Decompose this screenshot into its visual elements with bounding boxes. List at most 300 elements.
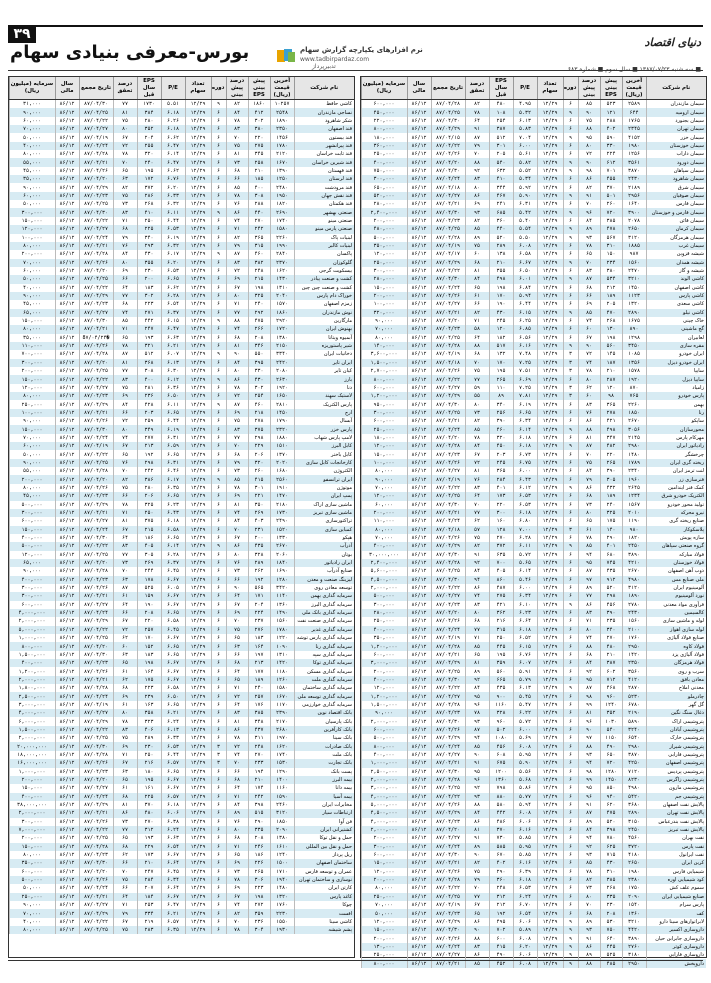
- table-cell: ۸۲۳۰: [622, 776, 646, 784]
- table-cell: ۱۷۶۰: [270, 901, 294, 909]
- table-cell: ۱۰۰,۰۰۰: [361, 459, 407, 467]
- table-cell: ۸۶/۱۲: [407, 242, 431, 250]
- table-cell: ۸۶/۱۲: [407, 609, 431, 617]
- table-cell: ۸۳: [113, 208, 137, 216]
- table-cell: ۹۰,۰۰۰: [361, 709, 407, 717]
- table-cell: ۱۲/۲۹: [185, 434, 211, 442]
- table-cell: ۱۲/۲۹: [537, 768, 563, 776]
- table-row: [361, 809, 706, 817]
- table-cell: ۱۹۴۰: [270, 876, 294, 884]
- company-name-cell: شکر شاهرود: [294, 117, 354, 125]
- table-cell: ۲۲۳: [137, 300, 161, 308]
- table-cell: ۸۶/۱۲: [55, 659, 79, 667]
- table-cell: ۶۰۰,۰۰۰: [361, 726, 407, 734]
- table-cell: ۱۲/۲۹: [185, 317, 211, 325]
- table-cell: ۲۶۴۵: [622, 484, 646, 492]
- table-cell: ۶.۴۳: [513, 475, 537, 483]
- table-cell: ۶: [211, 567, 226, 575]
- table-cell: ۸۹: [226, 809, 248, 817]
- table-cell: ۱۲/۲۹: [185, 183, 211, 191]
- table-cell: ۸۷/۰۴/۲۱: [79, 893, 113, 901]
- table-cell: ۶۰,۰۰۰: [361, 501, 407, 509]
- table-cell: ۵۰,۰۰۰: [9, 450, 55, 458]
- table-cell: ۶۷۵: [489, 759, 513, 767]
- table-cell: ۲۶۸۰: [270, 726, 294, 734]
- table-cell: ۸۷/۰۴/۲۲: [79, 117, 113, 125]
- table-cell: ۶: [563, 901, 578, 909]
- table-cell: ۵۵۰: [248, 350, 270, 358]
- table-cell: ۲۰۰,۰۰۰: [361, 509, 407, 517]
- table-cell: ۱۸۹: [248, 676, 270, 684]
- table-cell: ۶۶: [226, 576, 248, 584]
- table-cell: ۶: [211, 818, 226, 826]
- company-name-cell: پارس الکتریک: [294, 400, 354, 408]
- table-cell: ۸۶/۱۲: [407, 342, 431, 350]
- table-row: [9, 634, 354, 642]
- table-cell: ۸۷/۰۴/۲۸: [79, 467, 113, 475]
- table-cell: ۸۰: [226, 292, 248, 300]
- table-cell: ۸۷/۰۴/۲۷: [431, 951, 465, 959]
- table-cell: ۱۰۰,۰۰۰: [9, 234, 55, 242]
- table-cell: ۶.۶۷: [513, 259, 537, 267]
- table-cell: ۶: [211, 651, 226, 659]
- company-name-cell: لابراتوارهای سینا دارو: [646, 918, 706, 926]
- table-cell: ۶.۳۵: [161, 926, 185, 934]
- company-name-cell: فولاد کاوه: [646, 642, 706, 650]
- table-cell: ۴۰۰,۰۰۰: [361, 626, 407, 634]
- table-cell: ۶: [563, 217, 578, 225]
- table-cell: ۲۳۱: [248, 526, 270, 534]
- table-cell: ۷۱: [465, 317, 489, 325]
- company-name-cell: لاستیک سهند: [294, 392, 354, 400]
- table-cell: ۱۶,۰۰۰,۰۰۰: [9, 759, 55, 767]
- table-cell: ۶۶: [113, 275, 137, 283]
- table-cell: ۶: [211, 876, 226, 884]
- column-header: سال مالی: [407, 77, 431, 100]
- table-cell: ۲۷۵: [248, 142, 270, 150]
- table-cell: ۸۷/۰۴/۲۱: [431, 959, 465, 967]
- table-cell: ۴۷۰: [600, 309, 622, 317]
- table-row: [361, 626, 706, 634]
- table-row: [361, 834, 706, 842]
- company-name-cell: پست بانک: [294, 768, 354, 776]
- table-cell: ۱۲/۲۹: [185, 267, 211, 275]
- table-row: [361, 509, 706, 517]
- table-cell: ۱۲/۲۹: [185, 918, 211, 926]
- table-cell: ۲۴۰: [248, 684, 270, 692]
- table-cell: ۷۹۸: [489, 784, 513, 792]
- table-cell: ۱۲/۲۹: [185, 442, 211, 450]
- table-cell: ۱۲/۲۹: [185, 167, 211, 175]
- table-cell: ۲۲۹: [137, 843, 161, 851]
- table-cell: ۱,۰۰۰,۰۰۰: [361, 759, 407, 767]
- table-cell: ۶.۶۵: [161, 275, 185, 283]
- table-cell: ۶: [563, 768, 578, 776]
- table-cell: ۸۶/۱۲: [407, 751, 431, 759]
- company-name-cell: بیمه آسیا: [294, 793, 354, 801]
- table-cell: ۸۷/۰۴/۲۹: [79, 617, 113, 625]
- table-cell: ۸۶/۱۲: [55, 225, 79, 233]
- table-cell: ۸۶/۱۲: [407, 551, 431, 559]
- table-cell: ۷۰: [113, 467, 137, 475]
- table-cell: ۲۳۰: [137, 742, 161, 750]
- table-cell: ۶: [211, 150, 226, 158]
- table-cell: ۱۲/۲۹: [537, 859, 563, 867]
- table-cell: ۲۱۰: [248, 776, 270, 784]
- table-row: [9, 701, 354, 709]
- table-cell: ۸۶/۱۲: [407, 459, 431, 467]
- table-cell: ۸۶/۱۲: [55, 592, 79, 600]
- table-cell: ۶.۶۴: [513, 617, 537, 625]
- table-cell: ۳۵۹: [489, 659, 513, 667]
- table-cell: ۸۶/۱۲: [407, 592, 431, 600]
- table-row: [9, 250, 354, 258]
- table-cell: ۸۷/۰۴/۱۹: [79, 701, 113, 709]
- table-cell: ۲۵۹: [137, 417, 161, 425]
- table-cell: ۶: [563, 784, 578, 792]
- table-cell: ۱۴۷۰: [270, 492, 294, 500]
- table-cell: ۸۹: [465, 843, 489, 851]
- table-cell: ۸۶/۱۲: [407, 417, 431, 425]
- company-name-cell: فولاد آلیاژی یزد: [646, 651, 706, 659]
- table-cell: ۸۷/۰۴/۲۱: [79, 409, 113, 417]
- table-cell: ۲۲۹: [248, 442, 270, 450]
- table-cell: ۷۰: [226, 442, 248, 450]
- table-cell: ۱۲/۲۹: [185, 726, 211, 734]
- table-cell: ۸۷/۰۴/۲۷: [431, 592, 465, 600]
- table-cell: ۸۶/۱۲: [55, 809, 79, 817]
- table-cell: ۸۰,۰۰۰: [9, 926, 55, 934]
- company-name-cell: سرمایه گذاری سپه: [294, 651, 354, 659]
- table-row: [9, 609, 354, 617]
- table-cell: ۸۳: [226, 125, 248, 133]
- table-cell: ۵۰۰,۰۰۰: [361, 234, 407, 242]
- table-row: [9, 868, 354, 876]
- table-cell: ۶۴: [226, 701, 248, 709]
- table-row: [361, 484, 706, 492]
- table-cell: ۱۲/۲۹: [537, 559, 563, 567]
- table-cell: ۸۱: [465, 826, 489, 834]
- table-cell: ۲۱۸: [248, 409, 270, 417]
- table-cell: ۷۱: [226, 225, 248, 233]
- table-cell: ۱۸۹۰: [270, 117, 294, 125]
- table-cell: ۱۴۵: [600, 350, 622, 358]
- table-cell: ۶: [563, 592, 578, 600]
- table-cell: ۶: [211, 392, 226, 400]
- table-cell: ۲۴۲: [248, 793, 270, 801]
- table-cell: ۸۷/۰۴/۲۲: [79, 542, 113, 550]
- table-cell: ۱۲/۲۹: [537, 267, 563, 275]
- company-name-cell: بهنوش ایران: [294, 325, 354, 333]
- table-cell: ۶: [211, 267, 226, 275]
- table-cell: ۸۷: [578, 275, 600, 283]
- table-cell: ۸۷/۰۴/۲۸: [431, 559, 465, 567]
- table-cell: ۸۷/۰۴/۲۳: [431, 450, 465, 458]
- company-name-cell: شیشه همدان: [646, 259, 706, 267]
- table-cell: ۶: [211, 409, 226, 417]
- table-cell: ۸۷/۰۴/۲۳: [431, 909, 465, 917]
- table-cell: ۶: [211, 809, 226, 817]
- table-cell: ۱۳۲۰: [622, 300, 646, 308]
- table-cell: ۱۰۲۵۷: [270, 100, 294, 109]
- table-cell: ۸۷/۰۴/۲۱: [79, 809, 113, 817]
- table-row: [9, 676, 354, 684]
- table-cell: ۳۰۰,۰۰۰: [361, 267, 407, 275]
- table-cell: ۸۷/۰۴/۲۶: [79, 342, 113, 350]
- table-cell: ۷۶: [226, 559, 248, 567]
- table-cell: ۶۸: [465, 259, 489, 267]
- table-cell: ۵۲۰: [600, 818, 622, 826]
- table-cell: ۳۸۹۰: [622, 934, 646, 942]
- table-cell: ۲۹۸: [248, 434, 270, 442]
- column-header: دوره: [211, 77, 226, 100]
- table-cell: ۶۰۰,۰۰۰: [361, 384, 407, 392]
- table-cell: ۱۶۵۰: [270, 392, 294, 400]
- table-cell: ۸۸: [465, 158, 489, 166]
- table-cell: ۶۳۵: [489, 551, 513, 559]
- table-cell: ۸۷/۰۴/۲۵: [79, 108, 113, 116]
- table-cell: ۱۴۲۰: [270, 659, 294, 667]
- table-cell: ۸۷/۰۴/۲۶: [431, 367, 465, 375]
- table-cell: ۹: [563, 158, 578, 166]
- table-cell: ۱۲/۲۹: [537, 459, 563, 467]
- table-cell: ۸۲: [465, 542, 489, 550]
- company-name-cell: آبسال: [294, 417, 354, 425]
- table-cell: ۳۵۶۰: [622, 667, 646, 675]
- table-cell: ۸۶/۱۲: [55, 400, 79, 408]
- table-cell: ۶.۱۸: [161, 108, 185, 116]
- table-cell: ۱۲/۲۹: [537, 150, 563, 158]
- table-cell: ۶۲۵: [600, 843, 622, 851]
- table-cell: ۱۰۳۰: [600, 717, 622, 725]
- table-cell: ۲۸۶: [137, 192, 161, 200]
- table-cell: ۱۲/۲۹: [185, 108, 211, 116]
- table-cell: ۱۴۵۰: [622, 284, 646, 292]
- table-cell: ۸۷/۰۴/۲۶: [79, 417, 113, 425]
- table-cell: ۱۹۷۰: [270, 734, 294, 742]
- table-cell: ۸۵: [578, 859, 600, 867]
- company-name-cell: سرمایه گذاری مسکن: [294, 667, 354, 675]
- table-cell: ۲۳۸۰: [622, 876, 646, 884]
- table-cell: ۱۲/۲۹: [537, 375, 563, 383]
- company-name-cell: پلاسکوکار: [646, 526, 706, 534]
- table-cell: ۶.۳۵: [161, 484, 185, 492]
- table-cell: ۱۲۹۸: [622, 334, 646, 342]
- table-cell: ۱۴۵۰: [270, 409, 294, 417]
- table-cell: ۵.۸۵: [513, 851, 537, 859]
- table-cell: ۶: [563, 267, 578, 275]
- table-cell: ۸۷/۰۴/۲۴: [431, 517, 465, 525]
- table-cell: ۲۴۵۰: [622, 542, 646, 550]
- table-cell: ۶۵: [578, 517, 600, 525]
- table-cell: ۶۹: [226, 275, 248, 283]
- table-cell: ۱۲۰۰: [489, 768, 513, 776]
- table-cell: ۱۲/۲۹: [185, 851, 211, 859]
- table-cell: ۶: [211, 259, 226, 267]
- table-cell: ۷.۲۵: [513, 359, 537, 367]
- table-cell: ۲۶۵: [489, 375, 513, 383]
- table-cell: ۶۰: [465, 250, 489, 258]
- table-cell: ۸۸: [578, 125, 600, 133]
- table-cell: ۴۳۵: [489, 684, 513, 692]
- table-cell: ۱۵۳۰: [270, 759, 294, 767]
- table-cell: ۴۲۱: [600, 417, 622, 425]
- table-cell: ۶: [563, 726, 578, 734]
- table-cell: ۵.۹۰: [513, 192, 537, 200]
- table-cell: ۶۸: [226, 834, 248, 842]
- table-cell: ۶: [563, 859, 578, 867]
- table-cell: ۲۶۶: [248, 325, 270, 333]
- table-cell: ۴۳۵: [248, 542, 270, 550]
- table-cell: ۱۲/۲۹: [185, 192, 211, 200]
- table-cell: ۸۸: [578, 425, 600, 433]
- table-cell: ۸۷/۰۴/۲۴: [431, 626, 465, 634]
- table-cell: ۳: [563, 367, 578, 375]
- table-cell: ۸۷/۰۴/۲۲: [79, 918, 113, 926]
- table-cell: ۱۲/۲۹: [537, 475, 563, 483]
- table-cell: ۶: [563, 125, 578, 133]
- company-name-cell: ایران رادیاتور: [294, 559, 354, 567]
- table-cell: ۶.۵۰: [161, 692, 185, 700]
- table-cell: ۸۷/۰۴/۲۷: [431, 692, 465, 700]
- table-cell: ۶.۱۶: [513, 826, 537, 834]
- table-cell: ۲۰۷۸: [622, 217, 646, 225]
- table-cell: ۶: [211, 851, 226, 859]
- table-cell: ۱۲/۲۹: [537, 567, 563, 575]
- table-cell: ۶: [563, 150, 578, 158]
- table-cell: ۷۶: [578, 409, 600, 417]
- table-cell: ۲۱۶: [137, 759, 161, 767]
- table-cell: ۷۳: [113, 200, 137, 208]
- table-cell: ۸۶/۱۲: [55, 834, 79, 842]
- table-cell: ۶: [211, 450, 226, 458]
- table-cell: ۳۶۵: [489, 467, 513, 475]
- table-cell: ۸۵: [465, 642, 489, 650]
- table-cell: ۸۱: [465, 267, 489, 275]
- table-cell: ۴۰۱: [489, 484, 513, 492]
- table-cell: ۸۷/۰۴/۲۱: [431, 200, 465, 208]
- table-cell: ۸۱: [578, 434, 600, 442]
- table-cell: ۲۸۱۰: [270, 400, 294, 408]
- table-cell: ۴۰,۰۰۰: [9, 284, 55, 292]
- table-cell: ۳۶۰,۰۰۰: [361, 142, 407, 150]
- table-cell: ۸۶/۱۲: [55, 901, 79, 909]
- table-cell: ۶.۶۷: [161, 659, 185, 667]
- table-cell: ۶: [563, 492, 578, 500]
- table-row: [361, 776, 706, 784]
- table-cell: ۶.۱۳: [161, 359, 185, 367]
- table-cell: ۸۶/۱۲: [407, 542, 431, 550]
- table-cell: ۱۲۰,۰۰۰: [361, 250, 407, 258]
- table-cell: ۶: [211, 275, 226, 283]
- table-cell: ۲۴۹۰: [270, 517, 294, 525]
- table-cell: ۶۵۰: [600, 751, 622, 759]
- table-cell: ۳۰,۰۰۰,۰۰۰: [361, 551, 407, 559]
- table-cell: ۸۷/۰۴/۳۰: [431, 208, 465, 216]
- table-cell: ۶۶۵: [489, 676, 513, 684]
- table-cell: ۷۱۵: [600, 851, 622, 859]
- table-cell: ۴۴۰: [248, 208, 270, 216]
- table-cell: ۳۶۸۰: [622, 801, 646, 809]
- company-name-cell: سرمایه گذاری خوارزمی: [294, 701, 354, 709]
- company-name-cell: مقره سازی: [646, 342, 706, 350]
- table-cell: ۱۲/۲۹: [537, 183, 563, 191]
- table-cell: ۶۸: [113, 684, 137, 692]
- table-cell: ۱۲/۲۹: [185, 659, 211, 667]
- table-cell: ۴۹۸: [600, 425, 622, 433]
- table-cell: ۸۷: [578, 684, 600, 692]
- table-cell: ۲۵۴: [489, 117, 513, 125]
- table-cell: ۳۶۰: [489, 217, 513, 225]
- table-cell: ۷۱: [113, 509, 137, 517]
- table-cell: ۱۵۶۷: [622, 501, 646, 509]
- table-cell: ۶.۱۶: [513, 859, 537, 867]
- table-cell: ۸۷/۰۴/۱۹: [431, 634, 465, 642]
- table-cell: ۸۷/۰۴/۲۹: [79, 400, 113, 408]
- table-cell: ۸۶/۱۲: [407, 893, 431, 901]
- table-cell: ۱۲/۲۹: [537, 225, 563, 233]
- table-cell: ۶: [211, 459, 226, 467]
- table-cell: ۶: [211, 826, 226, 834]
- company-name-cell: سازه پویش: [646, 534, 706, 542]
- company-name-cell: بارز: [294, 375, 354, 383]
- table-cell: ۱۲/۲۹: [537, 417, 563, 425]
- table-cell: ۱۵۰,۰۰۰: [361, 926, 407, 934]
- table-cell: ۲۸۹: [489, 242, 513, 250]
- table-cell: ۳۱۰: [600, 868, 622, 876]
- table-cell: ۸۳: [465, 601, 489, 609]
- table-cell: ۱۲/۲۹: [185, 125, 211, 133]
- company-name-cell: الکتروژن: [294, 467, 354, 475]
- table-cell: ۹۰,۰۰۰: [361, 317, 407, 325]
- table-cell: ۱۳۲: [489, 350, 513, 358]
- table-cell: ۹: [563, 934, 578, 942]
- table-row: [9, 300, 354, 308]
- table-cell: ۲۲۴: [248, 609, 270, 617]
- table-cell: ۸۶/۱۲: [55, 601, 79, 609]
- table-cell: ۹۱: [578, 192, 600, 200]
- table-cell: ۶: [563, 818, 578, 826]
- company-name-cell: پتروشیمی اراک: [646, 717, 706, 725]
- table-cell: ۳۰۰,۰۰۰: [361, 843, 407, 851]
- table-cell: ۶۷: [113, 133, 137, 141]
- table-cell: ۱۸۹: [600, 492, 622, 500]
- table-cell: ۱۲/۲۹: [537, 334, 563, 342]
- table-cell: ۴,۵۰۰,۰۰۰: [361, 809, 407, 817]
- table-cell: ۶: [563, 659, 578, 667]
- table-cell: ۱۲۴۰: [270, 851, 294, 859]
- table-cell: ۱۲/۲۹: [537, 117, 563, 125]
- table-cell: ۸۶/۱۲: [407, 576, 431, 584]
- table-cell: ۹۸۰: [622, 526, 646, 534]
- table-cell: ۴۳۰: [600, 859, 622, 867]
- table-cell: ۱۲/۲۹: [185, 717, 211, 725]
- table-cell: ۶.۳۸: [161, 818, 185, 826]
- table-cell: ۸۷/۰۴/۲۷: [431, 384, 465, 392]
- table-cell: ۸۷/۰۴/۲۲: [431, 584, 465, 592]
- table-cell: ۸۶/۱۲: [407, 292, 431, 300]
- company-name-cell: سیمان هرمزگان: [646, 234, 706, 242]
- table-cell: ۸۶: [465, 951, 489, 959]
- table-cell: ۶: [563, 734, 578, 742]
- company-name-cell: بانک ملت: [294, 751, 354, 759]
- table-cell: ۸۷/۰۴/۲۷: [79, 517, 113, 525]
- table-cell: ۶۴۴: [622, 108, 646, 116]
- table-cell: ۱,۵۰۰,۰۰۰: [361, 701, 407, 709]
- table-cell: ۳۸۷: [489, 125, 513, 133]
- table-cell: ۱۶۷۰: [270, 692, 294, 700]
- table-cell: ۱۲/۲۹: [537, 793, 563, 801]
